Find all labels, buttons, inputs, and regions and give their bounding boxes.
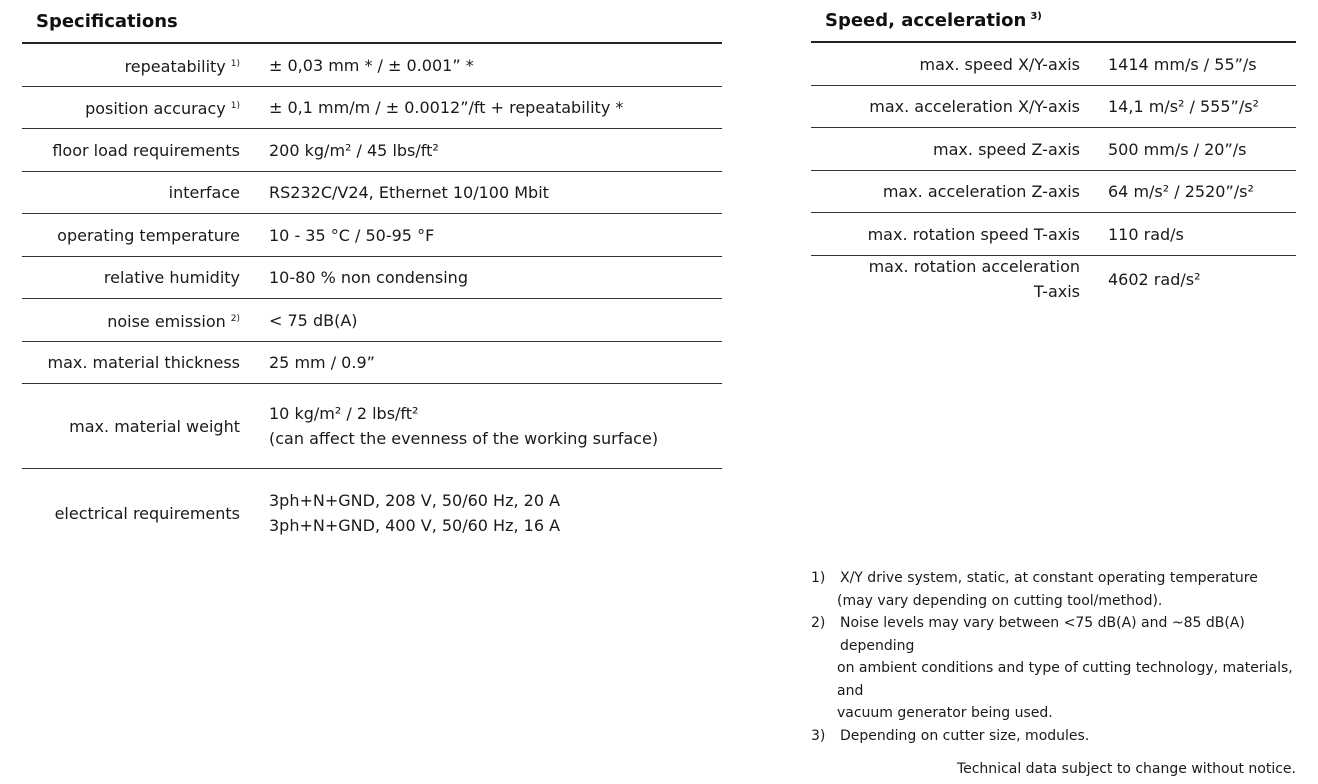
footnotes: [811, 567, 1301, 747]
spec-label: position accuracy $^{1)}$: [85, 99, 240, 118]
footnote-number: 2): [811, 615, 826, 631]
footnote-ref: 1): [230, 101, 240, 111]
spec-value: 10 kg/m² / 2 lbs/ft² (can affect the evenness of the working surface): [269, 404, 659, 448]
spec-row-electrical: [22, 469, 722, 557]
speed-label: max. speed Z-axis: [933, 139, 1080, 159]
spec-label: operating temperature: [57, 225, 240, 245]
speed-value: 110 rad/s: [1108, 224, 1184, 244]
speed-label: max. rotation acceleration T-axis: [868, 257, 1080, 301]
footnote-ref: 2): [230, 313, 240, 324]
spec-row-interface: [22, 172, 722, 214]
speed-label: max. speed X/Y-axis: [919, 54, 1080, 74]
speed-row: [811, 128, 1296, 171]
speed-row: [811, 86, 1296, 128]
spec-label: max. material thickness: [47, 353, 240, 372]
speed-acceleration-table: [811, 41, 1296, 302]
spec-value: 200 kg/m² / 45 lbs/ft²: [269, 140, 439, 160]
speed-label: max. acceleration Z-axis: [882, 182, 1080, 201]
footnote-ref: 1): [230, 58, 240, 69]
spec-label: floor load requirements: [52, 140, 240, 160]
spec-value: 10-80 % non condensing: [269, 268, 468, 287]
speed-row: [811, 213, 1296, 256]
spec-label: max. material weight: [69, 416, 240, 436]
spec-row-material-thickness: [22, 342, 722, 384]
spec-value: ± 0,03 mm * / ± 0.001” *: [269, 55, 474, 75]
spec-label: noise emission $^{2)}$: [107, 311, 240, 331]
spec-row-floor-load: [22, 129, 722, 172]
footnote-number: 3): [811, 727, 826, 744]
spec-value: 10 - 35 °C / 50-95 °F: [269, 225, 435, 245]
spec-value: ± 0,1 mm/m / ± 0.0012”/ft + repeatability *: [269, 98, 624, 117]
disclaimer-text: Technical data subject to change without notice.: [956, 761, 1296, 777]
speed-acceleration-title: Speed, acceleration $^{3)}$: [825, 10, 1042, 31]
spec-row-repeatability: [22, 44, 722, 87]
spec-row-position-accuracy: [22, 87, 722, 129]
spec-value: 3ph+N+GND, 208 V, 50/60 Hz, 20 A 3ph+N+GND, 400 V, 50/60 Hz, 16 A: [269, 491, 561, 535]
footnote-number: 1): [811, 570, 826, 586]
spec-row-relative-humidity: [22, 257, 722, 299]
specifications-table: [22, 42, 722, 557]
footnote-item: 3) Depending on cutter size, modules.: [811, 725, 1301, 748]
speed-label: max. acceleration X/Y-axis: [869, 97, 1080, 116]
spec-value: RS232C/V24, Ethernet 10/100 Mbit: [269, 183, 549, 202]
spec-value: < 75 dB(A): [269, 310, 358, 330]
speed-value: 500 mm/s / 20”/s: [1108, 139, 1247, 159]
footnote-item: 2) Noise levels may vary between <75 dB(A) and ~85 dB(A) depending on ambient conditions and type of cutting technology, materials, and vacuum generator being used.: [811, 612, 1301, 725]
speed-value: 1414 mm/s / 55”/s: [1108, 54, 1257, 74]
specifications-title: Specifications: [36, 11, 178, 32]
footnote-item: 1) X/Y drive system, static, at constant operating temperature (may vary depending on cutting tool/method).: [811, 567, 1301, 612]
spec-row-operating-temperature: [22, 214, 722, 257]
speed-row: [811, 256, 1296, 302]
footnote-ref: 3): [1030, 11, 1042, 22]
spec-label: repeatability $^{1)}$: [124, 56, 240, 76]
speed-label: max. rotation speed T-axis: [867, 224, 1080, 244]
spec-row-noise-emission: [22, 299, 722, 342]
speed-value: 4602 rad/s²: [1108, 269, 1201, 289]
speed-row: [811, 43, 1296, 86]
spec-label: relative humidity: [103, 268, 240, 287]
spec-value: 25 mm / 0.9”: [269, 353, 375, 372]
spec-label: electrical requirements: [54, 503, 240, 523]
speed-row: [811, 171, 1296, 213]
speed-value: 64 m/s² / 2520”/s²: [1108, 182, 1254, 201]
spec-row-material-weight: [22, 384, 722, 469]
speed-value: 14,1 m/s² / 555”/s²: [1108, 97, 1259, 116]
spec-label: interface: [168, 183, 240, 202]
